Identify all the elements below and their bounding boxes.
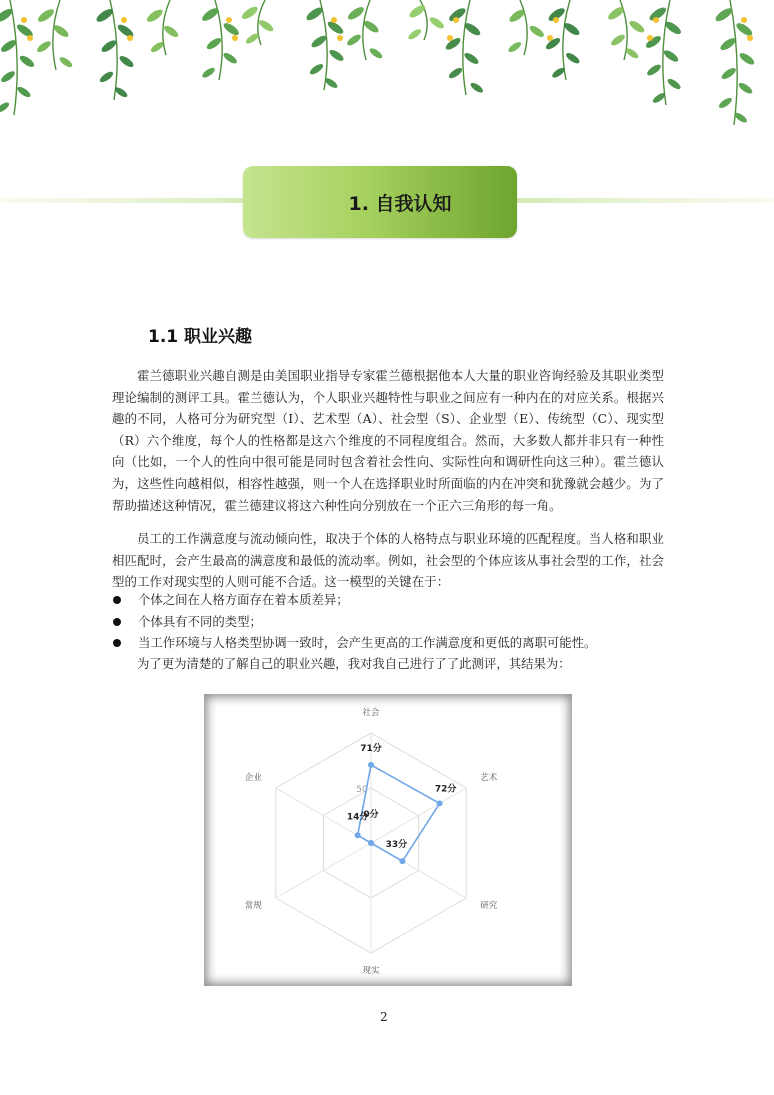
paragraph-satisfaction: 员工的工作满意度与流动倾向性，取决于个体的人格特点与职业环境的匹配程度。当人格和职业相匹配时，会产生最高的满意度和最低的流动率。例如，社会型的个体应该从事社会型的工作，社会型的工作对现实型的人则可能不合适。这一模型的关键在于：	[112, 531, 664, 590]
key-points-list	[112, 589, 672, 654]
radar-data-label: 33分	[385, 840, 408, 851]
radar-chart	[204, 694, 572, 986]
radar-point	[437, 800, 443, 806]
radar-point	[355, 832, 361, 838]
bullet-icon	[113, 618, 121, 626]
radar-point	[399, 858, 405, 864]
radar-axis-label: 企业	[244, 773, 262, 783]
list-item	[112, 589, 672, 611]
radar-point	[368, 840, 374, 846]
radar-data-label: 71分	[360, 743, 382, 754]
radar-chart-frame	[204, 694, 572, 986]
radar-axis-label: 艺术	[480, 773, 498, 783]
list-item-text: 个体具有不同的类型；	[138, 613, 262, 629]
paragraph-intro: 霍兰德职业兴趣自测是由美国职业指导专家霍兰德根据他本人大量的职业咨询经验及其职业类型理论编制的测评工具。霍兰德认为，个人职业兴趣特性与职业之间应有一种内在的对应关系。根据兴趣的不同，人格可分为研究型（I）、艺术型（A）、社会型（S）、企业型（E）、传统型（C）、现实型（R）六个维度，每个人的性格都是这六个维度的不同程度组合。然而，大多数人都并非只有一种性向（比如，一个人的性向中很可能是同时包含着社会性向、实际性向和调研性向这三种）。霍兰德认为，这些性向越相似，相容性越强，则一个人在选择职业时所面临的内在冲突和犹豫就会越少。为了帮助描述这种情况，霍兰德建议将这六种性向分别放在一个正六三角形的每一角。	[112, 368, 664, 513]
list-item	[112, 611, 672, 633]
leaf-banner	[0, 0, 774, 140]
bullet-icon	[113, 639, 121, 647]
radar-axis-label: 常规	[244, 901, 262, 911]
page-number: 2	[380, 1010, 388, 1024]
radar-data-label: 14分	[346, 812, 369, 823]
radar-data-label: 0分	[363, 810, 379, 820]
radar-point	[368, 762, 374, 768]
list-item	[112, 632, 672, 654]
section-title: 1. 自我认知	[348, 192, 452, 215]
radar-tick-label: 50	[356, 785, 368, 795]
radar-data-label: 72分	[434, 784, 457, 795]
list-item-text: 个体之间在人格方面存在着本质差异；	[138, 592, 349, 607]
list-item-text: 当工作环境与人格类型协调一致时，会产生更高的工作满意度和更低的离职可能性。	[138, 635, 597, 651]
radar-axis-label: 研究	[480, 901, 498, 911]
subsection-title: 1.1 职业兴趣	[148, 327, 253, 347]
paragraph-closing: 为了更为清楚的了解自己的职业兴趣，我对我自己进行了了此测评，其结果为：	[137, 656, 571, 671]
radar-axis-label: 社会	[362, 708, 380, 718]
radar-axis-label: 现实	[362, 966, 380, 976]
bullet-icon	[113, 596, 121, 604]
